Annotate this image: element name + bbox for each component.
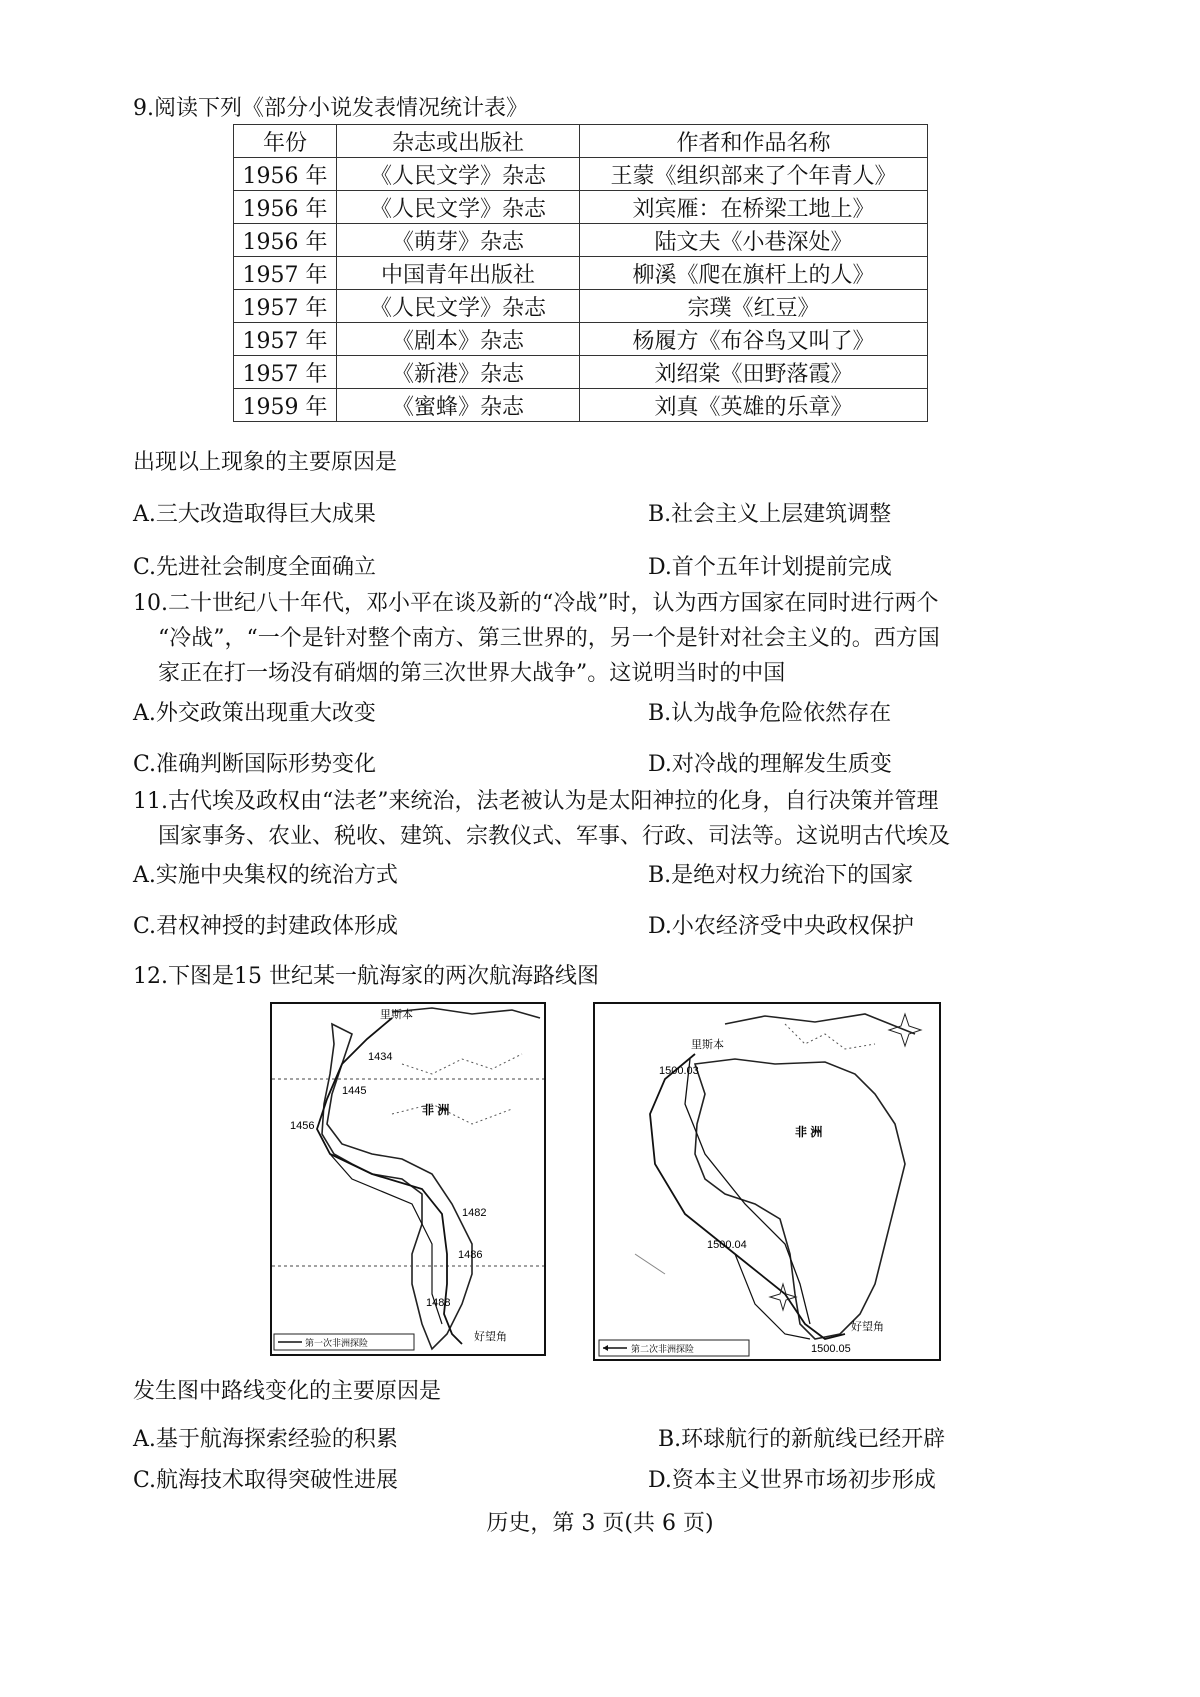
q11-line-2: 国家事务、农业、税收、建筑、宗教仪式、军事、行政、司法等。这说明古代埃及 [158, 824, 951, 849]
table-cell: 1957 年 [234, 323, 337, 356]
table-header: 年份 [234, 125, 337, 158]
map1-label: 里斯本 [380, 1009, 413, 1021]
table-header-row [234, 125, 928, 158]
table-cell: 1957 年 [234, 290, 337, 323]
q9-option-b: B.社会主义上层建筑调整 [648, 502, 892, 527]
q12-option-b: B.环球航行的新航线已经开辟 [658, 1427, 946, 1452]
q12-question: 发生图中路线变化的主要原因是 [133, 1379, 442, 1404]
table-cell: 《新港》杂志 [337, 356, 580, 389]
map1-label: 1456 [290, 1120, 315, 1132]
map1-label: 1434 [368, 1051, 393, 1063]
map1-legend: 第一次非洲探险 [305, 1338, 369, 1348]
table-header: 杂志或出版社 [337, 125, 580, 158]
q10-line-2: “冷战”，“一个是针对整个南方、第三世界的，另一个是针对社会主义的。西方国 [158, 626, 940, 651]
map2-legend: 第二次非洲探险 [631, 1344, 695, 1354]
q12-option-c: C.航海技术取得突破性进展 [133, 1468, 399, 1493]
map2-label: 好望角 [851, 1321, 884, 1333]
table-cell: 柳溪《爬在旗杆上的人》 [580, 257, 928, 290]
table-cell: 刘真《英雄的乐章》 [580, 389, 928, 422]
voyage-map-2 [593, 1002, 941, 1361]
q11-option-c: C.君权神授的封建政体形成 [133, 914, 399, 939]
table-row [234, 323, 928, 356]
table-cell: 《人民文学》杂志 [337, 191, 580, 224]
table-cell: 1957 年 [234, 257, 337, 290]
map1-label: 1488 [426, 1297, 451, 1309]
table-row [234, 389, 928, 422]
table-cell: 宗璞《红豆》 [580, 290, 928, 323]
q9-question: 出现以上现象的主要原因是 [133, 450, 398, 475]
map1-label: 非 洲 [422, 1103, 450, 1117]
map2-label: 1500.05 [811, 1343, 851, 1355]
table-row [234, 224, 928, 257]
q12-stem: 12.下图是15 世纪某一航海家的两次航海路线图 [133, 964, 599, 989]
map2-label: 1500.03 [659, 1065, 699, 1077]
q11-option-a: A.实施中央集权的统治方式 [133, 863, 398, 888]
coastline [695, 1014, 915, 1339]
table-row [234, 290, 928, 323]
novel-table [233, 124, 928, 422]
table-row [234, 257, 928, 290]
africa-map-1-drawing [272, 1004, 544, 1354]
q11-line-1: 11.古代埃及政权由“法老”来统治，法老被认为是太阳神拉的化身，自行决策并管理 [133, 789, 939, 814]
table-row [234, 356, 928, 389]
table-cell: 《剧本》杂志 [337, 323, 580, 356]
table-cell: 1957 年 [234, 356, 337, 389]
q10-option-d: D.对冷战的理解发生质变 [648, 752, 892, 777]
q10-option-b: B.认为战争危险依然存在 [648, 701, 892, 726]
q10-line-3: 家正在打一场没有硝烟的第三次世界大战争”。这说明当时的中国 [158, 661, 786, 686]
table-cell: 1956 年 [234, 224, 337, 257]
table-row [234, 191, 928, 224]
map1-label: 1486 [458, 1249, 483, 1261]
voyage-route [650, 1054, 845, 1339]
q9-option-a: A.三大改造取得巨大成果 [133, 502, 376, 527]
q12-option-a: A.基于航海探索经验的积累 [133, 1427, 398, 1452]
map2-label: 里斯本 [691, 1039, 724, 1051]
table-cell: 《人民文学》杂志 [337, 158, 580, 191]
q11-option-b: B.是绝对权力统治下的国家 [648, 863, 914, 888]
q9-option-d: D.首个五年计划提前完成 [648, 555, 892, 580]
table-cell: 陆文夫《小巷深处》 [580, 224, 928, 257]
map1-label: 1482 [462, 1207, 487, 1219]
table-cell: 《萌芽》杂志 [337, 224, 580, 257]
map1-label: 1445 [342, 1085, 367, 1097]
map2-label: 非 洲 [795, 1125, 823, 1139]
q11-option-d: D.小农经济受中央政权保护 [648, 914, 914, 939]
table-cell: 1959 年 [234, 389, 337, 422]
table-cell: 1956 年 [234, 158, 337, 191]
table-cell: 刘绍棠《田野落霞》 [580, 356, 928, 389]
table-cell: 杨履方《布谷鸟又叫了》 [580, 323, 928, 356]
voyage-map-1 [270, 1002, 546, 1356]
table-cell: 刘宾雁：在桥梁工地上》 [580, 191, 928, 224]
map1-label: 好望角 [474, 1331, 507, 1343]
page-footer: 历史，第 3 页(共 6 页) [486, 1511, 714, 1536]
q9-stem: 9.阅读下列《部分小说发表情况统计表》 [133, 96, 528, 121]
q10-option-c: C.准确判断国际形势变化 [133, 752, 377, 777]
africa-map-2-drawing [595, 1004, 939, 1359]
voyage-route [317, 1018, 462, 1344]
table-cell: 1956 年 [234, 191, 337, 224]
table-cell: 《人民文学》杂志 [337, 290, 580, 323]
table-header: 作者和作品名称 [580, 125, 928, 158]
table-row [234, 158, 928, 191]
table-cell: 《蜜蜂》杂志 [337, 389, 580, 422]
q9-option-c: C.先进社会制度全面确立 [133, 555, 377, 580]
map2-label: 1500.04 [707, 1239, 747, 1251]
table-cell: 王蒙《组织部来了个年青人》 [580, 158, 928, 191]
q12-option-d: D.资本主义世界市场初步形成 [648, 1468, 936, 1493]
q10-option-a: A.外交政策出现重大改变 [133, 701, 376, 726]
table-cell: 中国青年出版社 [337, 257, 580, 290]
q10-line-1: 10.二十世纪八十年代，邓小平在谈及新的“冷战”时，认为西方国家在同时进行两个 [133, 591, 939, 616]
